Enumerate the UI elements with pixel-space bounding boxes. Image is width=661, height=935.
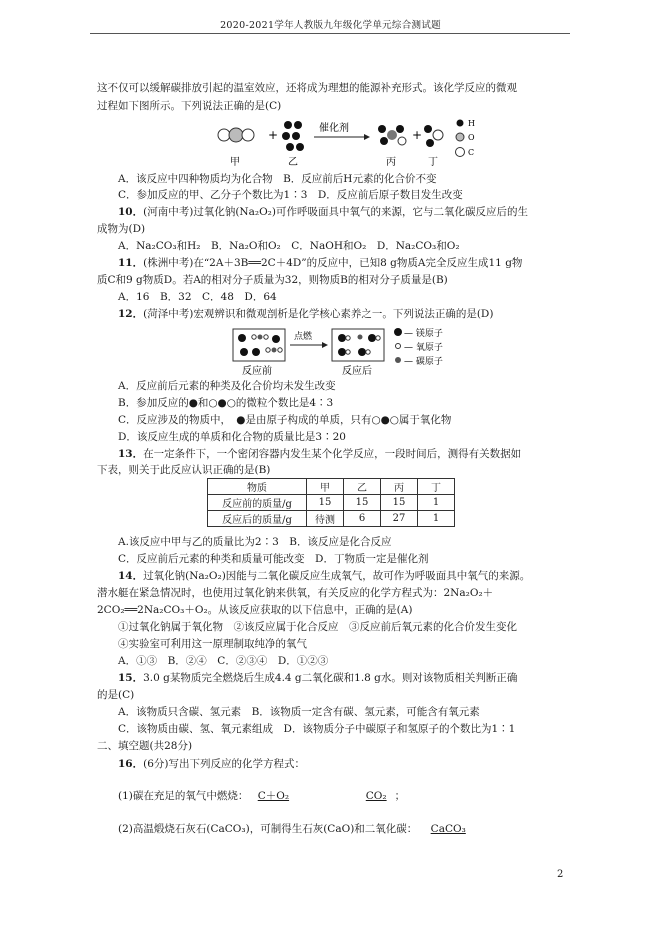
table-row bbox=[208, 511, 455, 527]
q13-options-1: A.该反应中甲与乙的质量比为2∶3 B．该反应是化合反应 bbox=[118, 536, 392, 548]
q9-reaction-figure bbox=[214, 115, 484, 171]
before-label: 反应前 bbox=[242, 366, 272, 377]
q12-reaction-figure bbox=[232, 328, 462, 378]
q16-part2: (2)高温煅烧石灰石(CaCO₃)，可制得生石灰(CaO)和二氧化碳： CaCO₃ bbox=[118, 823, 466, 835]
q14-line2: 潜水艇在紧急情况时，也使用过氧化钠来供氧，有关反应的化学方程式为：2Na₂O₂＋ bbox=[97, 587, 494, 599]
q10-line2: 成物为(D) bbox=[97, 223, 146, 235]
q14-options: A．①③ B．②④ C．②③④ D．①②③ bbox=[118, 655, 329, 667]
svg-text:— 氧原子: — 氧原子 bbox=[404, 343, 443, 353]
q14-line4: ①过氧化钠属于氧化物 ②该反应属于化合反应 ③反应前后氧元素的化合价发生变化 bbox=[118, 621, 517, 633]
header-rule bbox=[90, 33, 570, 34]
section-title: 二、填空题(共28分) bbox=[97, 740, 193, 752]
table-header-cell: 物质 bbox=[208, 479, 307, 495]
q15-options-2: C．该物质由碳、氢、氧元素组成 D．该物质分子中碳原子和氢原子的个数比为1∶1 bbox=[118, 723, 516, 735]
molecule-jia bbox=[218, 128, 254, 142]
q9-legend bbox=[456, 119, 476, 157]
svg-text:O: O bbox=[468, 133, 475, 142]
table-cell: 15 bbox=[344, 495, 381, 511]
q9-options-2: C．参加反应的甲、乙分子个数比为1∶3 D．反应前后原子数目发生改变 bbox=[118, 189, 463, 201]
q16-part1: (1)碳在充足的氧气中燃烧： C＋O₂ CO₂ ； bbox=[118, 790, 406, 802]
q13-line1: 13．在一定条件下，一个密闭容器内发生某个化学反应，一段时间后，测得有关数据如 bbox=[118, 448, 522, 460]
table-row bbox=[208, 495, 455, 511]
table-cell: 1 bbox=[418, 511, 455, 527]
q11-line2: 质C和9 g物质D。若A的相对分子质量为32，则物质B的相对分子质量是(B) bbox=[97, 274, 448, 286]
table-header-cell: 丁 bbox=[418, 479, 455, 495]
q16-stem: 16．(6分)写出下列反应的化学方程式： bbox=[118, 758, 305, 770]
molecule-yi bbox=[282, 121, 304, 151]
ignite-label: 点燃 bbox=[294, 332, 313, 342]
svg-text:— 碳原子: — 碳原子 bbox=[404, 357, 443, 367]
table-header-cell: 乙 bbox=[344, 479, 381, 495]
page-number: 2 bbox=[557, 869, 564, 880]
table-cell: 反应后的质量/g bbox=[208, 511, 307, 527]
q11-options: A．16 B．32 C．48 D．64 bbox=[118, 291, 277, 303]
plus-2: + bbox=[412, 128, 423, 142]
after-label: 反应后 bbox=[342, 366, 372, 377]
table-header-row bbox=[208, 479, 455, 495]
label-yi: 乙 bbox=[288, 157, 298, 168]
q14-line3: 2CO₂══2Na₂CO₃＋O₂。从该反应获取的以下信息中，正确的是(A) bbox=[97, 604, 413, 616]
table-cell: 15 bbox=[307, 495, 344, 511]
after-box bbox=[332, 329, 384, 361]
table-cell: 27 bbox=[381, 511, 418, 527]
q14-line5: ④实验室可利用这一原理制取纯净的氧气 bbox=[118, 638, 307, 650]
q13-line2: 下表，则关于此反应认识正确的是(B) bbox=[97, 464, 271, 476]
q12-option-d: D．该反应生成的单质和化合物的质量比是3∶20 bbox=[118, 431, 346, 443]
q15-options-1: A．该物质只含碳、氢元素 B．该物质一定含有碳、氢元素，可能含有氧元素 bbox=[118, 706, 480, 718]
table-cell: 6 bbox=[344, 511, 381, 527]
q12-option-b: B．参加反应的●和○●○的微粒个数比是4∶3 bbox=[118, 397, 334, 409]
catalyst-label: 催化剂 bbox=[319, 123, 349, 134]
table-cell: 待测 bbox=[307, 511, 344, 527]
q9-stem: 过程如下图所示。下列说法正确的是(C) bbox=[97, 100, 282, 112]
table-cell: 15 bbox=[381, 495, 418, 511]
svg-text:H: H bbox=[468, 119, 475, 128]
answer-blank: C＋O₂ bbox=[257, 790, 290, 802]
q12-stem: 12．(菏泽中考)宏观辨识和微观剖析是化学核心素养之一。下列说法正确的是(D) bbox=[118, 308, 494, 320]
table-header-cell: 甲 bbox=[307, 479, 344, 495]
before-box bbox=[233, 329, 285, 361]
label-ding: 丁 bbox=[428, 157, 438, 168]
answer-blank: CO₂ bbox=[365, 790, 387, 802]
q9-intro: 这不仅可以缓解碳排放引起的温室效应，还将成为理想的能源补充形式。该化学反应的微观 bbox=[97, 82, 517, 94]
q13-options-2: C．反应前后元素的种类和质量可能改变 D．丁物质一定是催化剂 bbox=[118, 553, 429, 565]
table-cell: 反应前的质量/g bbox=[208, 495, 307, 511]
q9-options-1: A．该反应中四种物质均为化合物 B．反应前后H元素的化合价不变 bbox=[118, 173, 437, 185]
page-header: 2020-2021学年人教版九年级化学单元综合测试题 bbox=[220, 20, 441, 31]
molecule-ding bbox=[424, 125, 443, 147]
q12-legend bbox=[394, 328, 443, 367]
answer-blank: CaCO₃ bbox=[430, 823, 466, 835]
table-header-cell: 丙 bbox=[381, 479, 418, 495]
label-bing: 丙 bbox=[386, 157, 396, 168]
q14-line1: 14．过氧化钠(Na₂O₂)因能与二氧化碳反应生成氧气，故可作为呼吸面具中氧气的来源。 bbox=[118, 570, 531, 582]
molecule-bing bbox=[378, 125, 406, 145]
svg-text:— 镁原子: — 镁原子 bbox=[404, 329, 443, 339]
q10-line1: 10．(河南中考)过氧化钠(Na₂O₂)可作呼吸面具中氧气的来源，它与二氧化碳反应后的生 bbox=[118, 206, 528, 218]
svg-text:C: C bbox=[468, 148, 475, 157]
q13-data-table bbox=[207, 478, 455, 527]
label-jia: 甲 bbox=[230, 157, 240, 168]
q12-option-c: C．反应涉及的物质中， ●是由原子构成的单质，只有○●○属于氧化物 bbox=[118, 414, 452, 426]
q15-line1: 15．3.0 g某物质完全燃烧后生成4.4 g二氧化碳和1.8 g水。则对该物质相关判断正确 bbox=[118, 672, 518, 684]
q12-option-a: A．反应前后元素的种类及化合价均未发生改变 bbox=[118, 380, 336, 392]
plus-1: + bbox=[268, 128, 279, 142]
q10-options: A．Na₂CO₃和H₂ B．Na₂O和O₂ C．NaOH和O₂ D．Na₂CO₃和O₂ bbox=[118, 240, 460, 252]
table-cell: 1 bbox=[418, 495, 455, 511]
q11-line1: 11．(株洲中考)在“2A＋3B══2C＋4D”的反应中，已知8 g物质A完全反应生成11 g物 bbox=[118, 257, 523, 269]
q15-line2: 的是(C) bbox=[97, 689, 135, 701]
